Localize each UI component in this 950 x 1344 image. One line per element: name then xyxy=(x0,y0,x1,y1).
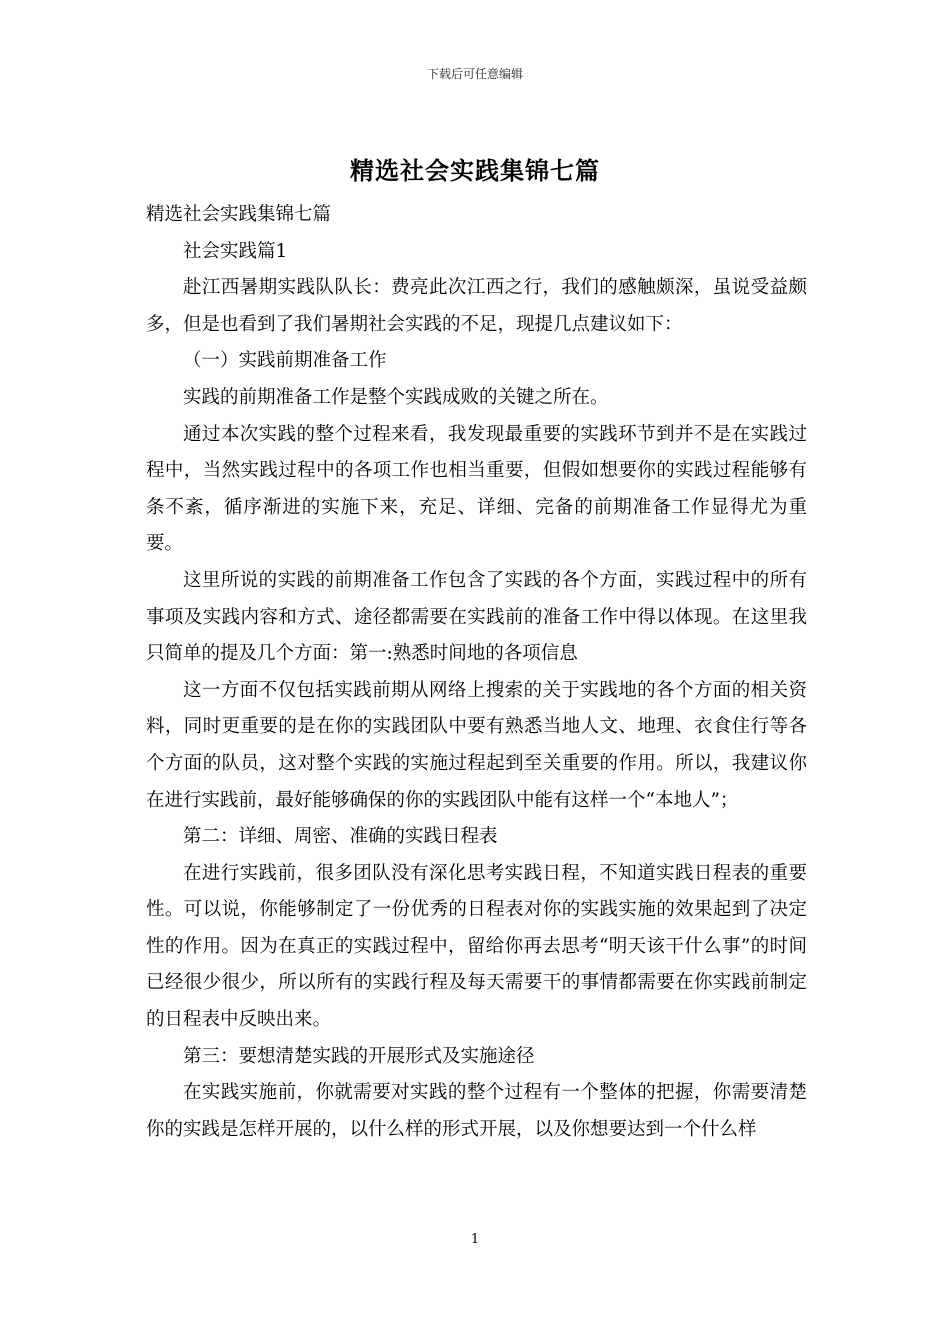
body-paragraph: 通过本次实践的整个过程来看，我发现最重要的实践环节到并不是在实践过程中，当然实践过程中的各项工作也相当重要，但假如想要你的实践过程能够有条不紊，循序渐进的实施下来，充足、详细、完备的前期准备工作显得尤为重要。 xyxy=(146,423,807,555)
document-title: 精选社会实践集锦七篇 xyxy=(350,156,600,185)
body-paragraph: 这一方面不仅包括实践前期从网络上搜索的关于实践地的各个方面的相关资料，同时更重要的是在你的实践团队中要有熟悉当地人文、地理、衣食住行等各个方面的队员，这对整个实践的实施过程起到至关重要的作用。所以，我建议你在进行实践前，最好能够确保的你的实践团队中能有这样一个“本地人”； xyxy=(146,679,807,811)
sub-heading: 第二：详细、周密、准确的实践日程表 xyxy=(183,826,498,848)
body-paragraph: 在进行实践前，很多团队没有深化思考实践日程，不知道实践日程表的重要性。可以说，你能够制定了一份优秀的日程表对你的实践实施的效果起到了决定性的作用。因为在真正的实践过程中，留给你再去思考“明天该干什么事”的时间已经很少很少，所以所有的实践行程及每天需要干的事情都需要在你实践前制定的日程表中反映出来。 xyxy=(146,862,807,1031)
section-heading: 社会实践篇1 xyxy=(183,240,288,262)
body-paragraph: 在实践实施前，你就需要对实践的整个过程有一个整体的把握，你需要清楚你的实践是怎样开展的，以什么样的形式开展，以及你想要达到一个什么样 xyxy=(146,1082,807,1140)
body-paragraph: 实践的前期准备工作是整个实践成败的关键之所在。 xyxy=(183,386,609,408)
subtitle-paragraph: 精选社会实践集锦七篇 xyxy=(146,204,332,225)
document-body xyxy=(146,197,807,1148)
body-paragraph: 赴江西暑期实践队队长：费亮此次江西之行，我们的感触颇深，虽说受益颇多，但是也看到了我们暑期社会实践的不足，现提几点建议如下： xyxy=(146,277,807,335)
page-header: 下载后可任意编辑 xyxy=(426,67,523,81)
page-number: 1 xyxy=(470,1232,480,1247)
sub-heading: 第三：要想清楚实践的开展形式及实施途径 xyxy=(183,1045,535,1067)
sub-heading: （一）实践前期准备工作 xyxy=(183,350,387,372)
body-paragraph: 这里所说的实践的前期准备工作包含了实践的各个方面，实践过程中的所有事项及实践内容和方式、途径都需要在实践前的准备工作中得以体现。在这里我只简单的提及几个方面：第一:熟悉时间地的各项信息 xyxy=(146,569,807,665)
